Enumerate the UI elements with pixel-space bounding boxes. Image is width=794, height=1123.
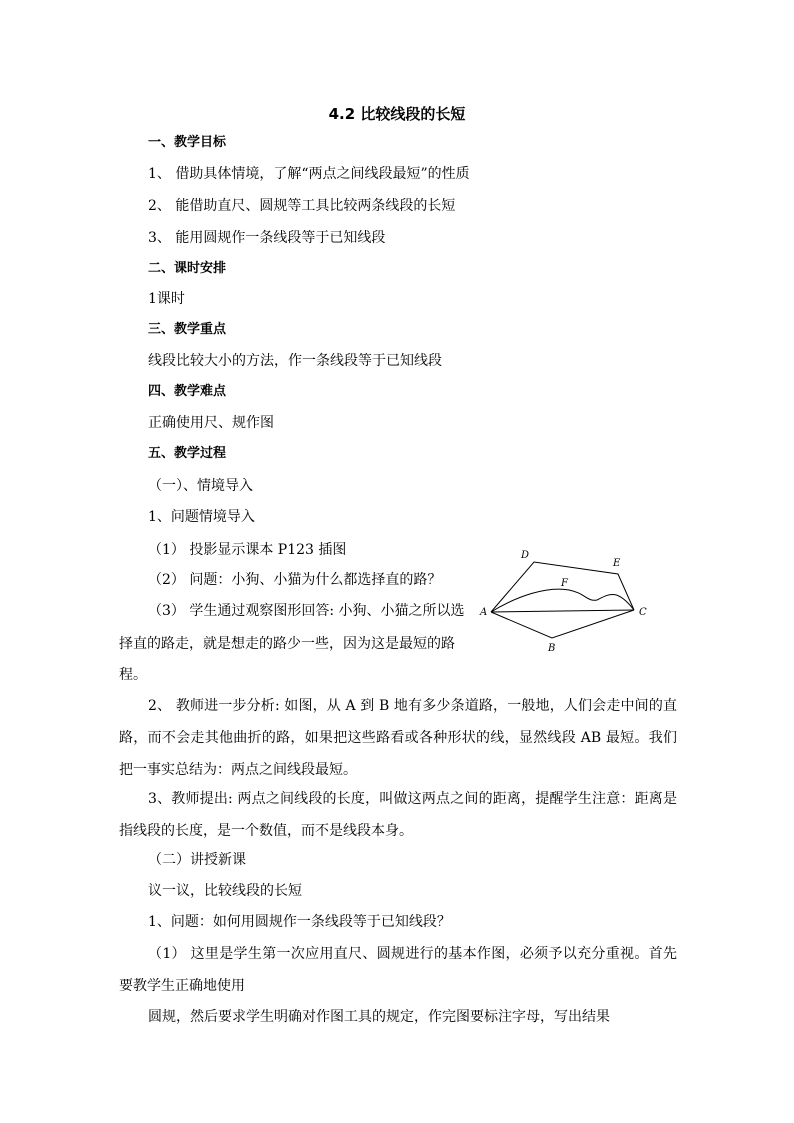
difficulties-text: 正确使用尺、规作图: [148, 415, 274, 431]
step-3-line-2: 择直的路走，就是想走的路少一些，因为这是最短的路: [119, 636, 455, 652]
subsection-situation: （一）、情境导入: [148, 478, 253, 494]
segment-ab: [491, 610, 634, 612]
route-curve-f: [491, 589, 634, 612]
paragraph-compass: 圆规，然后要求学生明确对作图工具的规定，作完图要标注字母，写出结果: [148, 1009, 610, 1025]
page-title: 4.2 比较线段的长短: [328, 105, 466, 123]
route-figure: [477, 538, 659, 656]
route-lower-path: [491, 610, 634, 638]
label-d: D: [521, 550, 530, 561]
label-f: F: [561, 578, 568, 589]
paragraph-construction: （1） 这里是学生第一次应用直尺、圆规进行的基本作图，必须予以充分重视。首先要教学生正确地使用: [119, 946, 677, 994]
paragraph-analysis: 2、 教师进一步分析: 如图，从 A 到 B 地有多少条道路，一般地，人们会走中间的直路，而不会走其他曲折的路，如果把这些路看或各种形状的线，显然线段 AB 最短。我们把一事实总结为：两点之间线段最短。: [119, 698, 677, 778]
objective-item-3: 3、 能用圆规作一条线段等于已知线段: [148, 230, 386, 246]
label-e: E: [613, 558, 621, 569]
subsection-new-lesson: （二）讲授新课: [148, 852, 246, 868]
objective-item-2: 2、 能借助直尺、圆规等工具比较两条线段的长短: [148, 198, 456, 214]
objective-item-1: 1、 借助具体情境，了解“两点之间线段最短”的性质: [148, 166, 470, 182]
label-a: A: [480, 607, 488, 618]
question-1: 1、问题：如何用圆规作一条线段等于已知线段？: [148, 914, 451, 930]
step-1: （1） 投影显示课本 P123 插图: [148, 542, 347, 558]
route-figure-svg: [477, 538, 659, 656]
paragraph-distance: 3、教师提出: 两点之间线段的长度，叫做这两点之间的距离，提醒学生注意：距离是指线段的长度，是一个数值，而不是线段本身。: [119, 791, 677, 839]
step-3-line-1: （3） 学生通过观察图形回答: 小狗、小猫之所以选: [148, 603, 465, 619]
label-b: B: [548, 643, 556, 654]
section-heading-difficulties: 四、教学难点: [148, 384, 227, 399]
subsection-item-1: 1、问题情境导入: [148, 509, 255, 525]
step-2: （2） 问题：小狗、小猫为什么都选择直的路？: [148, 572, 442, 588]
section-heading-process: 五、教学过程: [148, 446, 227, 461]
discussion-heading: 议一议，比较线段的长短: [148, 883, 302, 899]
step-3-line-3: 程。: [119, 667, 147, 683]
schedule-text: 1课时: [148, 291, 185, 307]
section-heading-key-points: 三、教学重点: [148, 322, 227, 337]
section-heading-objectives: 一、教学目标: [148, 135, 227, 150]
key-points-text: 线段比较大小的方法，作一条线段等于已知线段: [148, 353, 442, 369]
label-c: C: [639, 607, 647, 618]
section-heading-schedule: 二、课时安排: [148, 261, 227, 276]
